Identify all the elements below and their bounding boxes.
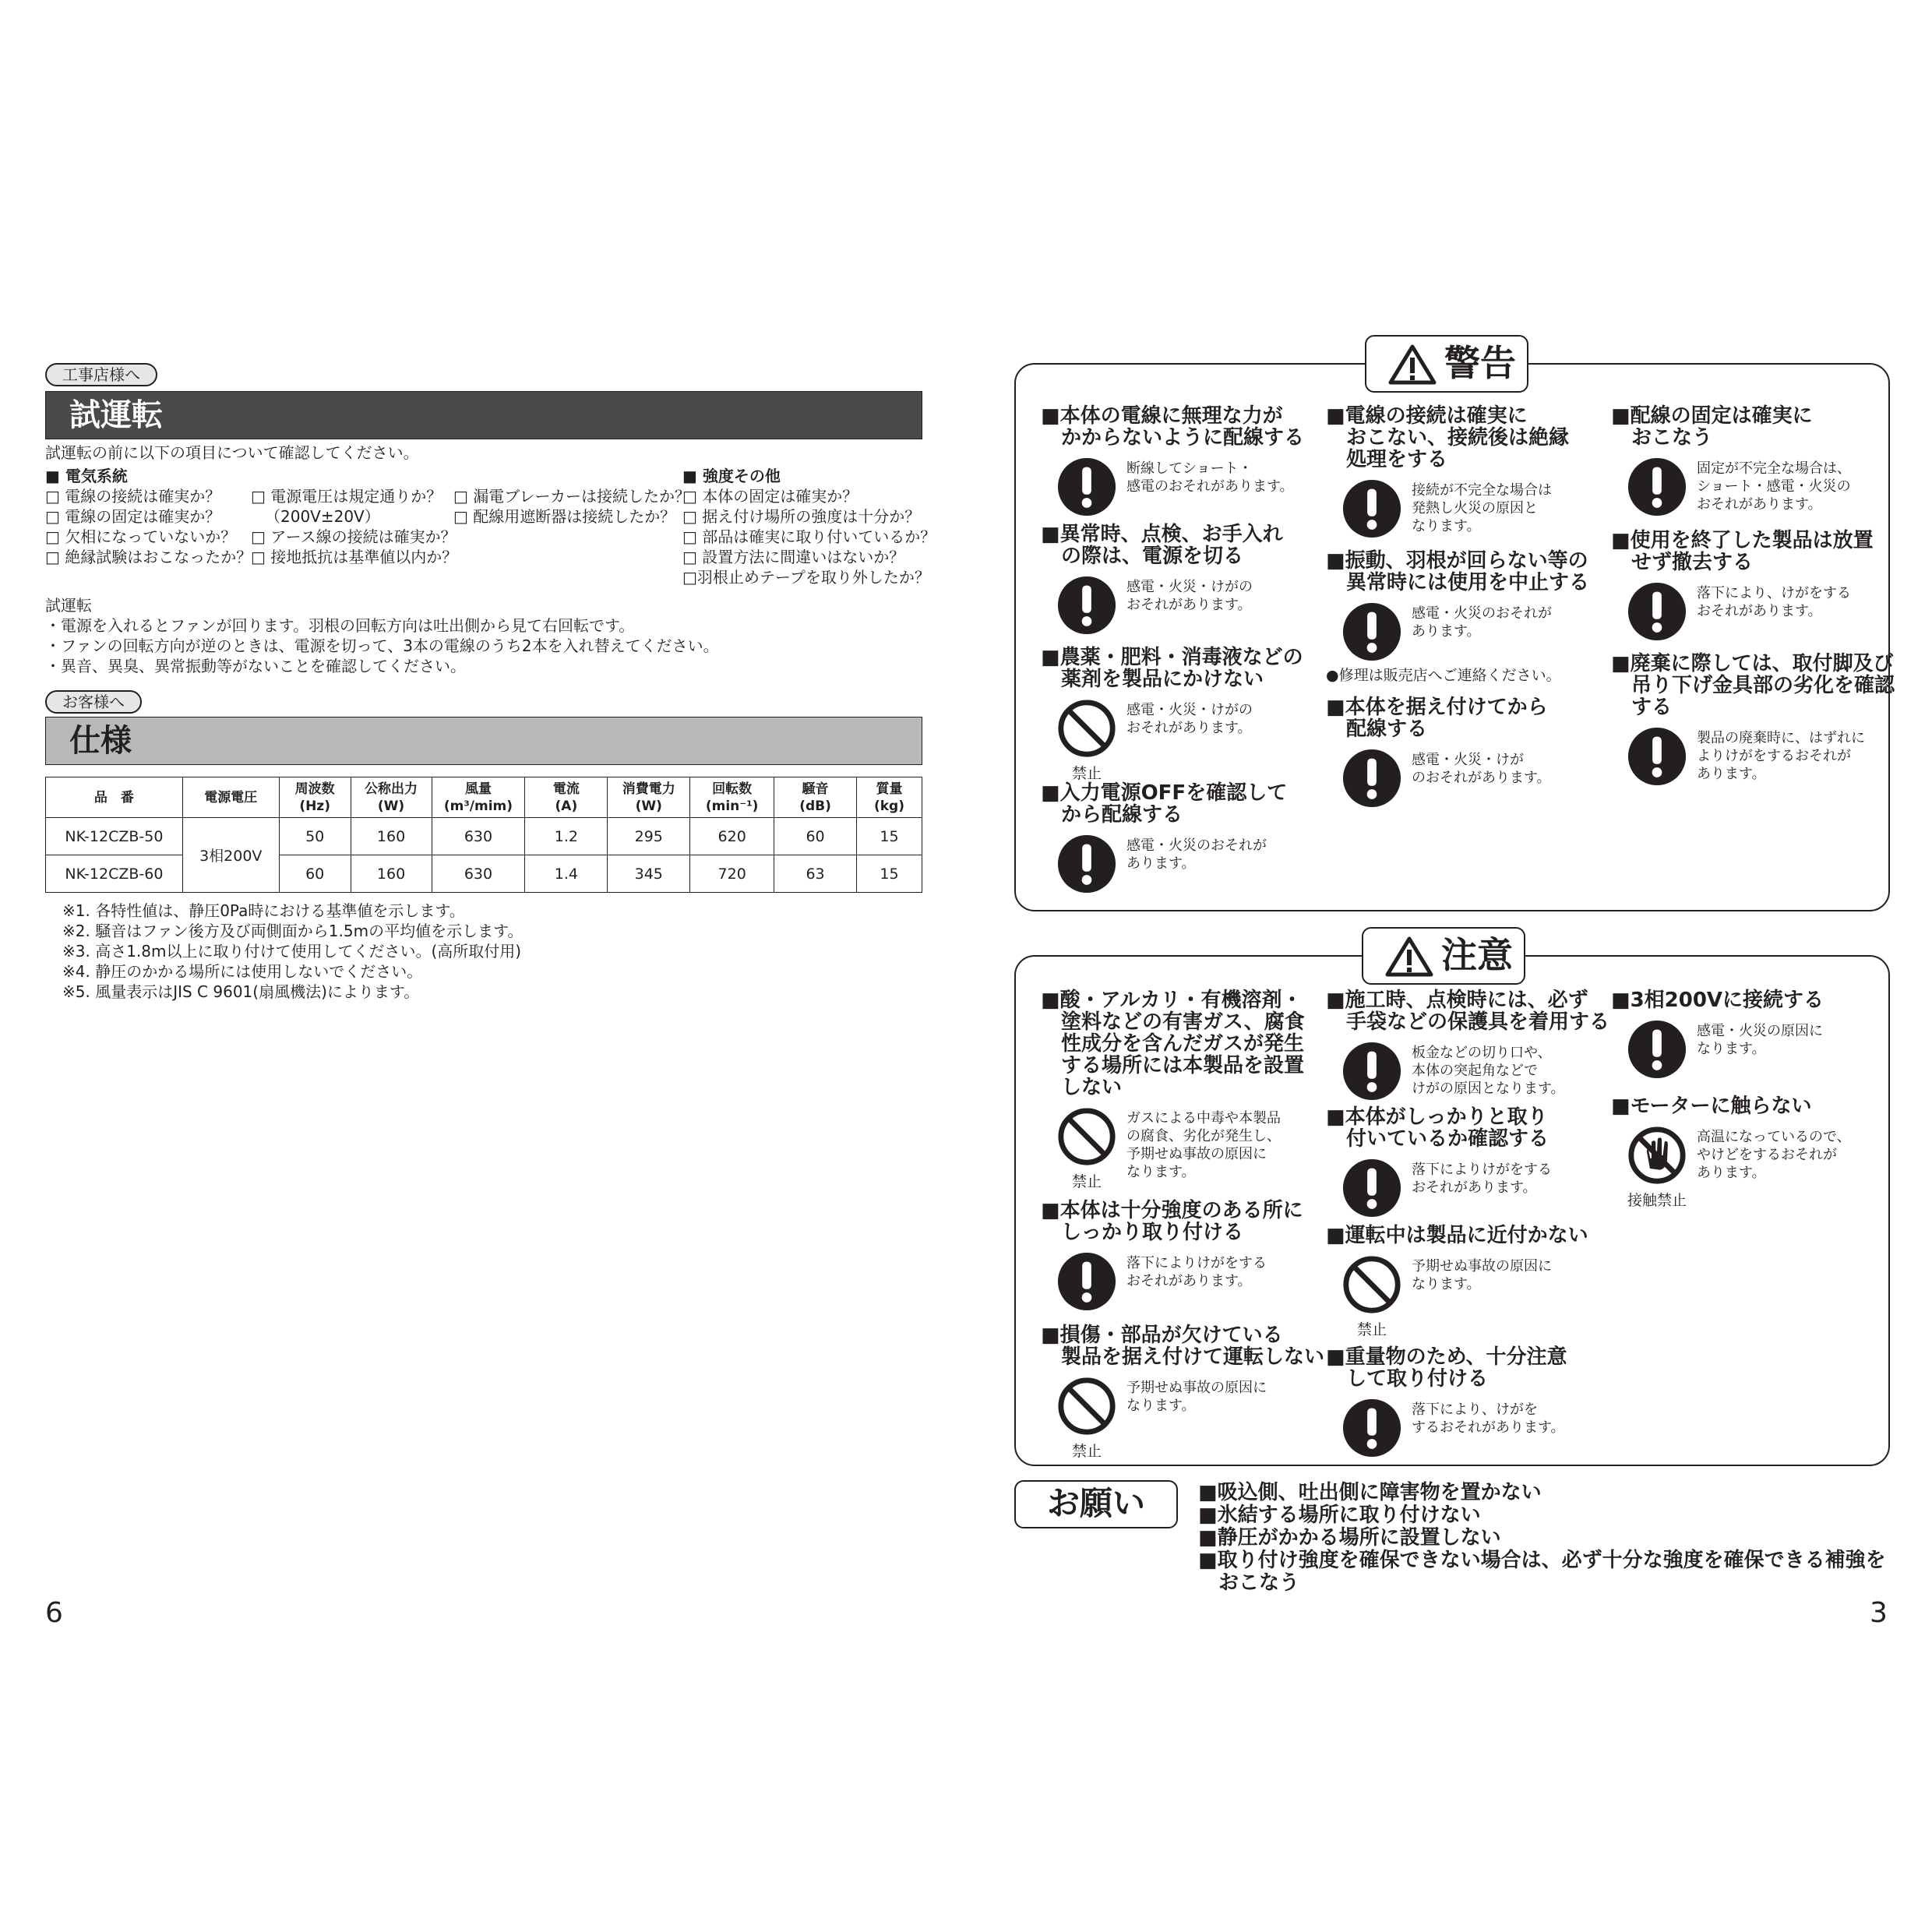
exclamation-icon <box>1341 478 1402 539</box>
text-line: けがの原因となります。 <box>1412 1081 1565 1097</box>
safety-item-body <box>1326 748 1591 815</box>
safety-item-heading <box>1041 1200 1306 1243</box>
col-header: 周波数 (Hz) <box>279 777 351 818</box>
safety-item-heading <box>1611 1095 1876 1117</box>
safety-item-text <box>1412 1161 1552 1197</box>
strength-item: □ 据え付け場所の強度は十分か？ <box>682 507 921 526</box>
heading-line: ■使用を終了した製品は放置 <box>1611 529 1874 552</box>
heading-line: ■廃棄に際しては、取付脚及び <box>1611 652 1894 675</box>
heading-line: かからないように配線する <box>1041 426 1305 450</box>
safety-item-body <box>1041 834 1306 901</box>
strength-header: ■ 強度その他 <box>682 467 781 485</box>
text-line: のおそれがあります。 <box>1412 770 1551 786</box>
table-cell: 63 <box>774 855 857 893</box>
safety-item-heading <box>1326 696 1591 740</box>
text-line: なります。 <box>1697 1041 1766 1057</box>
col-header: 消費電力 (W) <box>608 777 690 818</box>
electric-header: ■ 電気系統 <box>45 467 128 485</box>
footnote: ※4. 静圧のかかる場所には使用しないでください。 <box>62 962 423 981</box>
exclamation-icon <box>1341 601 1402 662</box>
safety-item <box>1326 1224 1591 1338</box>
heading-line: して取り付ける <box>1326 1367 1489 1391</box>
heading-line: の際は、電源を切る <box>1041 545 1244 568</box>
table-cell: 15 <box>857 855 922 893</box>
page-number-right: 3 <box>1870 1597 1888 1629</box>
text-line: おそれがあります。 <box>1126 1273 1252 1289</box>
heading-line: ■損傷・部品が欠けている <box>1041 1324 1283 1347</box>
strength-item: □ 設置方法に間違いはないか？ <box>682 548 905 566</box>
heading-line: ■本体を据え付けてから <box>1326 696 1548 719</box>
table-cell: 620 <box>690 818 774 855</box>
cell-model: NK-12CZB-60 <box>46 855 183 893</box>
safety-item-text <box>1412 751 1551 787</box>
footnote: ※5. 風量表示はJIS C 9601(扇風機法)によります。 <box>62 982 420 1001</box>
heading-line: ■入力電源OFFを確認して <box>1041 781 1288 805</box>
safety-item-body <box>1326 601 1591 668</box>
heading-line: する場所には本製品を設置 <box>1041 1054 1305 1077</box>
exclamation-icon <box>1341 1041 1402 1102</box>
safety-item-heading <box>1041 405 1306 449</box>
request-item: ■静圧がかかる場所に設置しない <box>1198 1526 1501 1549</box>
col-header: 騒音 (dB) <box>774 777 857 818</box>
heading-line: ■運転中は製品に近付かない <box>1326 1224 1588 1247</box>
safety-item-body <box>1611 581 1876 648</box>
table-cell: 160 <box>351 818 432 855</box>
cell-model: NK-12CZB-50 <box>46 818 183 855</box>
text-line: あります。 <box>1697 766 1766 782</box>
table-cell: 630 <box>432 855 525 893</box>
electric-item: □ 配線用遮断器は接続したか？ <box>453 507 676 526</box>
trial-line: ・異音、異臭、異常振動等がないことを確認してください。 <box>45 657 466 675</box>
safety-item-text <box>1697 729 1865 783</box>
exclamation-icon <box>1056 834 1117 894</box>
footnote: ※3. 高さ1.8m以上に取り付けて使用してください。(高所取付用) <box>62 942 522 961</box>
safety-item <box>1041 782 1306 901</box>
electric-item: □ 電線の接続は確実か？ <box>45 487 221 506</box>
text-line: 板金などの切り口や、 <box>1412 1045 1552 1061</box>
repair-note: ●修理は販売店へご連絡ください。 <box>1326 667 1561 684</box>
text-line: 感電・火災・けがの <box>1126 702 1253 718</box>
text-line: 感電・火災の原因に <box>1697 1023 1823 1039</box>
heading-line: 配線する <box>1326 717 1428 741</box>
safety-item <box>1326 1346 1591 1465</box>
text-line: なります。 <box>1412 1276 1481 1292</box>
safety-item <box>1326 405 1591 545</box>
table-row <box>46 818 922 855</box>
safety-item <box>1611 652 1895 793</box>
text-line: の腐食、劣化が発生し、 <box>1126 1128 1281 1144</box>
text-line: 固定が不完全な場合は、 <box>1697 460 1851 477</box>
electric-item: □ 欠相になっていないか？ <box>45 527 237 546</box>
electric-item: □ 電源電圧は規定通りか？ <box>251 487 442 506</box>
col-header: 風量 (m³/mim) <box>432 777 525 818</box>
heading-line: 手袋などの保護具を着用する <box>1326 1010 1610 1034</box>
text-line: なります。 <box>1412 518 1481 534</box>
strength-item: □ 本体の固定は確実か？ <box>682 487 858 506</box>
safety-item-body <box>1326 1398 1591 1465</box>
electric-item: □ 絶縁試験はおこなったか？ <box>45 548 252 566</box>
safety-item <box>1326 1106 1591 1225</box>
safety-item-body <box>1041 1106 1306 1190</box>
safety-item-heading <box>1326 989 1610 1034</box>
safety-item-body <box>1041 698 1306 782</box>
safety-item <box>1041 989 1306 1190</box>
safety-item-text <box>1126 1254 1267 1290</box>
col-header: 質量 (kg) <box>857 777 922 818</box>
safety-item-heading <box>1611 530 1876 573</box>
safety-item-body <box>1326 1158 1591 1225</box>
heading-line: しっかり取り付ける <box>1041 1221 1244 1244</box>
table-cell: 295 <box>608 818 690 855</box>
safety-item <box>1041 524 1306 642</box>
icon-caption: 禁止 <box>1356 1321 1387 1338</box>
table-cell: 345 <box>608 855 690 893</box>
text-line: 接続が不完全な場合は <box>1412 482 1552 499</box>
text-line: 落下によりけがをする <box>1412 1162 1552 1178</box>
text-line: 感電・火災・けが <box>1412 752 1524 768</box>
heading-line: ■振動、羽根が回らない等の <box>1326 549 1588 573</box>
electric-item: □ 電線の固定は確実か？ <box>45 507 221 526</box>
text-line: おそれがあります。 <box>1697 496 1822 513</box>
table-cell: 50 <box>279 818 351 855</box>
text-line: 感電・火災・けがの <box>1126 579 1253 595</box>
text-line: 高温になっているので、 <box>1697 1129 1851 1145</box>
heading-line: ■本体の電線に無理な力が <box>1041 404 1283 428</box>
table-cell: 1.2 <box>525 818 608 855</box>
safety-item-heading <box>1041 524 1306 567</box>
caution-triangle-icon <box>1385 936 1433 977</box>
title-specifications: 仕様 <box>45 717 922 765</box>
table-cell: 60 <box>774 818 857 855</box>
text-line: 断線してショート・ <box>1126 460 1253 477</box>
heading-line: おこなう <box>1611 426 1713 450</box>
text-line: 予期せぬ事故の原因に <box>1412 1258 1552 1274</box>
safety-item <box>1611 405 1876 524</box>
table-cell: 160 <box>351 855 432 893</box>
safety-item-body <box>1611 1019 1876 1086</box>
exclamation-icon <box>1056 457 1117 517</box>
safety-item-body <box>1326 1254 1591 1338</box>
no-touch-icon <box>1627 1125 1687 1186</box>
heading-line: 性成分を含んだガスが発生 <box>1041 1032 1305 1056</box>
trial-line: ・ファンの回転方向が逆のときは、電源を切って、3本の電線のうち2本を入れ替えてください。 <box>45 636 719 655</box>
safety-item-body <box>1326 1041 1591 1108</box>
text-line: おそれがあります。 <box>1697 603 1822 619</box>
page-number-left: 6 <box>45 1597 63 1629</box>
table-cell: 60 <box>279 855 351 893</box>
safety-item-body <box>1611 1125 1876 1209</box>
heading-line: 製品を据え付けて運転しない <box>1041 1345 1325 1369</box>
safety-item <box>1041 1200 1306 1318</box>
text-line: ガスによる中毒や本製品 <box>1126 1110 1281 1126</box>
heading-line: ■農薬・肥料・消毒液などの <box>1041 646 1303 669</box>
text-line: 感電のおそれがあります。 <box>1126 478 1294 495</box>
exclamation-icon <box>1627 726 1687 787</box>
safety-item-body <box>1611 457 1876 524</box>
heading-line: ■重量物のため、十分注意 <box>1326 1345 1567 1369</box>
heading-line: 吊り下げ金具部の劣化を確認 <box>1611 674 1895 697</box>
request-title: お願い <box>1014 1480 1178 1528</box>
safety-item-body <box>1041 1251 1306 1318</box>
tag-contractor: 工事店様へ <box>45 363 157 386</box>
safety-item <box>1041 646 1306 782</box>
heading-line: 付いているか確認する <box>1326 1127 1549 1151</box>
icon-caption: 禁止 <box>1071 765 1102 782</box>
request-item: ■吸込側、吐出側に障害物を置かない <box>1198 1481 1542 1504</box>
safety-item <box>1326 989 1610 1108</box>
safety-item-heading <box>1041 989 1306 1098</box>
safety-item-body <box>1326 478 1591 545</box>
heading-line: ■異常時、点検、お手入れ <box>1041 523 1283 546</box>
safety-item-text <box>1126 1379 1267 1415</box>
icon-caption: 接触禁止 <box>1627 1192 1687 1209</box>
request-item: おこなう <box>1198 1571 1300 1595</box>
heading-line: ■本体がしっかりと取り <box>1326 1105 1548 1129</box>
safety-item-heading <box>1326 550 1591 594</box>
text-line: 製品の廃棄時に、はずれに <box>1697 730 1865 746</box>
table-cell: 720 <box>690 855 774 893</box>
prohibited-icon <box>1056 698 1117 759</box>
exclamation-icon <box>1056 1251 1117 1312</box>
table-cell: 15 <box>857 818 922 855</box>
exclamation-icon <box>1627 457 1687 517</box>
icon-caption: 禁止 <box>1071 1173 1102 1190</box>
heading-line: しない <box>1041 1076 1123 1099</box>
col-header: 電流 (A) <box>525 777 608 818</box>
heading-line: ■電線の接続は確実に <box>1326 404 1528 428</box>
text-line: よりけがをするおそれが <box>1697 748 1851 764</box>
heading-line: せず撤去する <box>1611 551 1754 574</box>
text-line: なります。 <box>1126 1164 1196 1180</box>
text-line: 本体の突起角などで <box>1412 1063 1538 1079</box>
heading-line: 薬剤を製品にかけない <box>1041 668 1264 691</box>
text-line: 感電・火災のおそれが <box>1126 837 1267 854</box>
safety-item-heading <box>1326 1225 1591 1246</box>
col-header: 品 番 <box>46 777 183 818</box>
icon-caption: 禁止 <box>1071 1443 1102 1460</box>
title-trial-run: 試運転 <box>45 391 922 439</box>
exclamation-icon <box>1056 575 1117 636</box>
request-item: ■取り付け強度を確保できない場合は、必ず十分な強度を確保できる補強を <box>1198 1549 1886 1572</box>
heading-line: する <box>1611 696 1673 719</box>
text-line: おそれがあります。 <box>1412 1179 1537 1196</box>
footnote: ※1. 各特性値は、静圧0Pa時における基準値を示します。 <box>62 901 465 920</box>
text-line: 感電・火災のおそれが <box>1412 605 1552 622</box>
heading-line: から配線する <box>1041 803 1183 827</box>
safety-item <box>1326 696 1591 815</box>
text-line: あります。 <box>1697 1165 1766 1181</box>
text-line: 発熱し火災の原因と <box>1412 500 1538 516</box>
safety-item-body <box>1041 457 1306 524</box>
heading-line: ■本体は十分強度のある所に <box>1041 1199 1303 1222</box>
electric-item: □ 漏電ブレーカーは接続したか？ <box>453 487 691 506</box>
spec-table <box>45 777 922 893</box>
safety-item-text <box>1126 837 1267 873</box>
text-line: 落下により、けがを <box>1412 1401 1538 1418</box>
safety-item-body <box>1041 1376 1306 1460</box>
cell-voltage: 3相200V <box>182 818 279 893</box>
intro-text: 試運転の前に以下の項目について確認してください。 <box>45 443 419 462</box>
safety-item-heading <box>1326 1346 1591 1390</box>
safety-item-heading <box>1611 652 1895 719</box>
text-line: するおそれがあります。 <box>1412 1419 1565 1436</box>
safety-item-text <box>1412 1044 1565 1098</box>
safety-item-text <box>1697 1128 1851 1182</box>
text-line: あります。 <box>1412 623 1481 640</box>
safety-item <box>1611 1095 1876 1209</box>
prohibited-icon <box>1341 1254 1402 1315</box>
safety-item-text <box>1697 584 1851 620</box>
trial-line: ・電源を入れるとファンが回ります。羽根の回転方向は吐出側から見て右回転です。 <box>45 616 635 635</box>
safety-item-heading <box>1611 405 1876 449</box>
safety-item-heading <box>1041 782 1306 826</box>
strength-item: □羽根止めテープを取り外したか？ <box>682 568 930 587</box>
text-line: ショート・感電・火災の <box>1697 478 1851 495</box>
text-line: 予期せぬ事故の原因に <box>1126 1146 1267 1162</box>
heading-line: ■酸・アルカリ・有機溶剤・ <box>1041 989 1303 1012</box>
footnote: ※2. 騒音はファン後方及び両側面から1.5mの平均値を示します。 <box>62 922 524 940</box>
text-line: 落下によりけがをする <box>1126 1255 1267 1271</box>
heading-line: ■施工時、点検時には、必ず <box>1326 989 1588 1012</box>
text-line: おそれがあります。 <box>1126 720 1252 736</box>
safety-item-heading <box>1326 405 1591 471</box>
heading-line: おこない、接続後は絶縁 <box>1326 426 1570 450</box>
exclamation-icon <box>1341 1398 1402 1458</box>
exclamation-icon <box>1627 581 1687 642</box>
table-cell: 1.4 <box>525 855 608 893</box>
caution-title: 注意 <box>1362 927 1525 985</box>
text-line: あります。 <box>1126 855 1196 872</box>
safety-item <box>1326 550 1591 668</box>
safety-item-body <box>1041 575 1306 642</box>
exclamation-icon <box>1341 1158 1402 1218</box>
tag-customer: お客様へ <box>45 690 142 714</box>
safety-item-text <box>1126 1109 1281 1181</box>
safety-item <box>1041 405 1306 524</box>
col-header: 回転数 (min⁻¹) <box>690 777 774 818</box>
text-line: 予期せぬ事故の原因に <box>1126 1380 1267 1396</box>
heading-line: 塗料などの有害ガス、腐食 <box>1041 1010 1305 1034</box>
warning-triangle-icon <box>1388 344 1437 385</box>
safety-item-text <box>1412 481 1552 535</box>
safety-item-text <box>1126 460 1294 495</box>
text-line: やけどをするおそれが <box>1697 1147 1837 1163</box>
safety-item-body <box>1611 726 1876 793</box>
safety-item-heading <box>1326 1106 1591 1150</box>
text-line: おそれがあります。 <box>1126 597 1252 613</box>
safety-item <box>1611 989 1876 1086</box>
text-line: 落下により、けがをする <box>1697 585 1851 601</box>
heading-line: 処理をする <box>1326 448 1448 471</box>
safety-item-text <box>1412 1257 1552 1293</box>
exclamation-icon <box>1341 748 1402 809</box>
col-header: 電源電圧 <box>182 777 279 818</box>
safety-item-heading <box>1041 647 1306 690</box>
safety-item-text <box>1126 701 1253 737</box>
safety-item-text <box>1697 460 1851 513</box>
exclamation-icon <box>1627 1019 1687 1080</box>
safety-item-heading <box>1611 989 1876 1011</box>
table-row <box>46 855 922 893</box>
heading-line: ■モーターに触らない <box>1611 1095 1812 1118</box>
safety-item-text <box>1412 1401 1565 1437</box>
table-cell: 630 <box>432 818 525 855</box>
prohibited-icon <box>1056 1376 1117 1437</box>
safety-item-text <box>1697 1022 1823 1058</box>
strength-item: □ 部品は確実に取り付いているか？ <box>682 527 936 546</box>
request-item: ■氷結する場所に取り付けない <box>1198 1504 1481 1527</box>
safety-item <box>1611 530 1876 648</box>
col-header: 公称出力 (W) <box>351 777 432 818</box>
electric-item: □ アース線の接続は確実か？ <box>251 527 457 546</box>
electric-item: □ 接地抵抗は基準値以内か？ <box>251 548 458 566</box>
safety-item-text <box>1412 605 1552 640</box>
table-header-row <box>46 777 922 818</box>
text-line: なります。 <box>1126 1398 1196 1414</box>
heading-line: ■3相200Vに接続する <box>1611 989 1824 1012</box>
heading-line: 異常時には使用を中止する <box>1326 571 1590 594</box>
safety-item <box>1041 1324 1325 1460</box>
safety-item-heading <box>1041 1324 1325 1369</box>
safety-item-text <box>1126 578 1253 614</box>
trial-header: 試運転 <box>45 596 92 615</box>
prohibited-icon <box>1056 1106 1117 1167</box>
electric-item: （200V±20V） <box>265 507 380 526</box>
warning-title: 警告 <box>1365 335 1528 393</box>
heading-line: ■配線の固定は確実に <box>1611 404 1813 428</box>
